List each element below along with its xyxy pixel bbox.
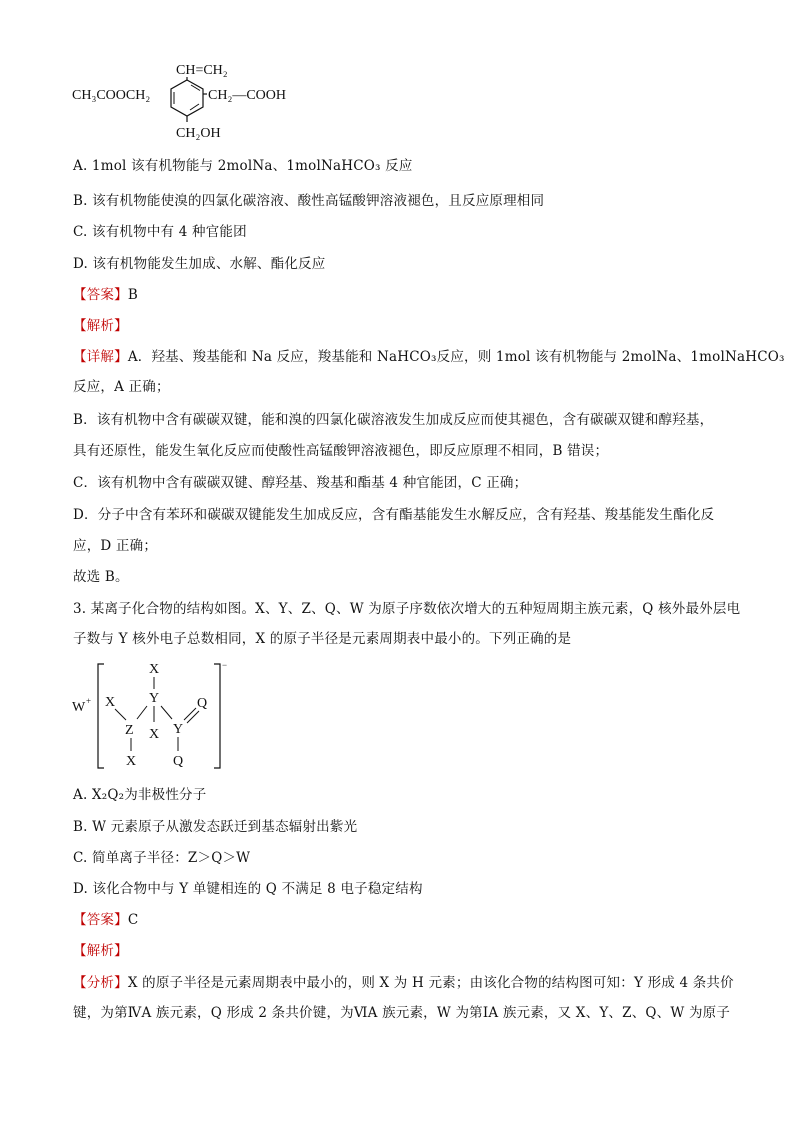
option-d-text: D. 该有机物能发生加成、水解、酯化反应 — [73, 256, 326, 272]
q3-option-c-line — [73, 849, 733, 867]
analysis-heading-line — [73, 317, 733, 335]
detail-text-3: B．该有机物中含有碳碳双键，能和溴的四氯化碳溶液发生加成反应而使其褪色，含有碳碳双键和醇羟基， — [73, 412, 714, 428]
atom-z: Z — [125, 723, 134, 738]
benzene-ring — [171, 80, 203, 116]
conclusion-line — [73, 568, 733, 586]
substituent-top: CH=CH₂ — [176, 63, 228, 78]
atom-x-mid: X — [149, 727, 160, 742]
atom-q-top: Q — [197, 696, 208, 711]
detail-line-3 — [73, 411, 733, 429]
organic-structure-diagram — [70, 58, 310, 148]
q3-option-a-text: A. X₂Q₂为非极性分子 — [73, 787, 207, 803]
substituent-bottom: CH₂OH — [176, 126, 221, 141]
q3-option-d-line — [73, 880, 733, 898]
detail-text-7: 应，D 正确； — [73, 538, 158, 554]
option-a-text: A. 1mol 该有机物能与 2molNa、1molNaHCO₃ 反应 — [73, 158, 413, 174]
question-3-line-2 — [73, 630, 733, 648]
q3-analysis-label: 【分析】 — [73, 975, 128, 991]
q3-option-b-text: B. W 元素原子从激发态跃迁到基态辐射出紫光 — [73, 819, 358, 835]
atom-q-bottom: Q — [173, 754, 184, 769]
substituent-right: CH₂—COOH — [208, 88, 286, 103]
ionic-structure-diagram — [70, 656, 240, 776]
conclusion-text: 故选 B。 — [73, 569, 129, 585]
detail-text-6: D．分子中含有苯环和碳碳双键能发生加成反应，含有酯基能发生水解反应，含有羟基、羧基能发生酯化反 — [73, 507, 715, 523]
atom-x-left: X — [105, 695, 116, 710]
detail-text-2: 反应，A 正确； — [73, 379, 170, 395]
q3-analysis-line-2 — [73, 1004, 733, 1022]
question-3-text-2: 子数与 Y 核外电子总数相同，X 的原子半径是元素周期表中最小的。下列正确的是 — [73, 631, 572, 647]
analysis-heading: 【解析】 — [73, 318, 128, 334]
detail-line-7 — [73, 537, 733, 555]
detail-text-4: 具有还原性，能发生氧化反应而使酸性高锰酸钾溶液褪色，即反应原理不相同，B 错误； — [73, 443, 609, 459]
q3-option-c-text: C. 简单离子半径：Z＞Q＞W — [73, 850, 251, 866]
svg-text:+: + — [86, 696, 92, 706]
detail-line-1 — [73, 348, 785, 366]
option-d-line — [73, 255, 733, 273]
detail-line-4 — [73, 442, 733, 460]
q3-answer-line — [73, 911, 733, 929]
atom-y-right: Y — [173, 722, 184, 737]
option-c-text: C. 该有机物中有 4 种官能团 — [73, 224, 247, 240]
detail-line-2 — [73, 378, 733, 396]
answer-line — [73, 286, 733, 304]
q3-analysis-heading: 【解析】 — [73, 943, 128, 959]
q3-answer-value: C — [127, 912, 139, 928]
atom-y-center: Y — [149, 691, 160, 706]
atom-x-bottom: X — [126, 754, 137, 769]
q3-analysis-text-2: 键，为第ⅣA 族元素，Q 形成 2 条共价键，为ⅥA 族元素，W 为第ⅠA 族元素，又 X、Y、Z、Q、W 为原子 — [73, 1005, 731, 1021]
left-bracket — [98, 664, 104, 768]
answer-value: B — [127, 287, 138, 303]
detail-line-5 — [73, 474, 733, 492]
atom-x-top: X — [149, 662, 160, 677]
detail-text-5: C．该有机物中含有碳碳双键、醇羟基、羧基和酯基 4 种官能团，C 正确； — [73, 475, 528, 491]
q3-option-d-text: D. 该化合物中与 Y 单键相连的 Q 不满足 8 电子稳定结构 — [73, 881, 423, 897]
right-bracket — [214, 664, 220, 768]
q3-analysis-text-1: X 的原子半径是元素周期表中最小的，则 X 为 H 元素；由该化合物的结构图可知：Y 形成 4 条共价 — [127, 975, 734, 991]
option-b-line — [73, 192, 733, 210]
detail-line-6 — [73, 506, 733, 524]
option-c-line — [73, 223, 733, 241]
detail-text-1: A．羟基、羧基能和 Na 反应，羧基能和 NaHCO₃反应，则 1mol 该有机物能与 2molNa、1molNaHCO₃ — [127, 349, 785, 365]
answer-label: 【答案】 — [73, 287, 128, 303]
q3-answer-label: 【答案】 — [73, 912, 128, 928]
q3-analysis-heading-line — [73, 942, 733, 960]
question-3-line-1 — [73, 600, 741, 618]
q3-analysis-line-1 — [73, 974, 733, 992]
option-b-text: B. 该有机物能使溴的四氯化碳溶液、酸性高锰酸钾溶液褪色，且反应原理相同 — [73, 193, 545, 209]
substituent-left: CH₃COOCH₂ — [72, 88, 151, 103]
option-a-line — [73, 157, 733, 175]
svg-text:−: − — [222, 660, 228, 670]
question-3-text-1: 3. 某离子化合物的结构如图。X、Y、Z、Q、W 为原子序数依次增大的五种短周期主族元素，Q 核外最外层电 — [73, 601, 741, 617]
cation-label: W — [72, 700, 86, 715]
detail-label: 【详解】 — [73, 349, 128, 365]
q3-option-b-line — [73, 818, 733, 836]
q3-option-a-line — [73, 786, 733, 804]
